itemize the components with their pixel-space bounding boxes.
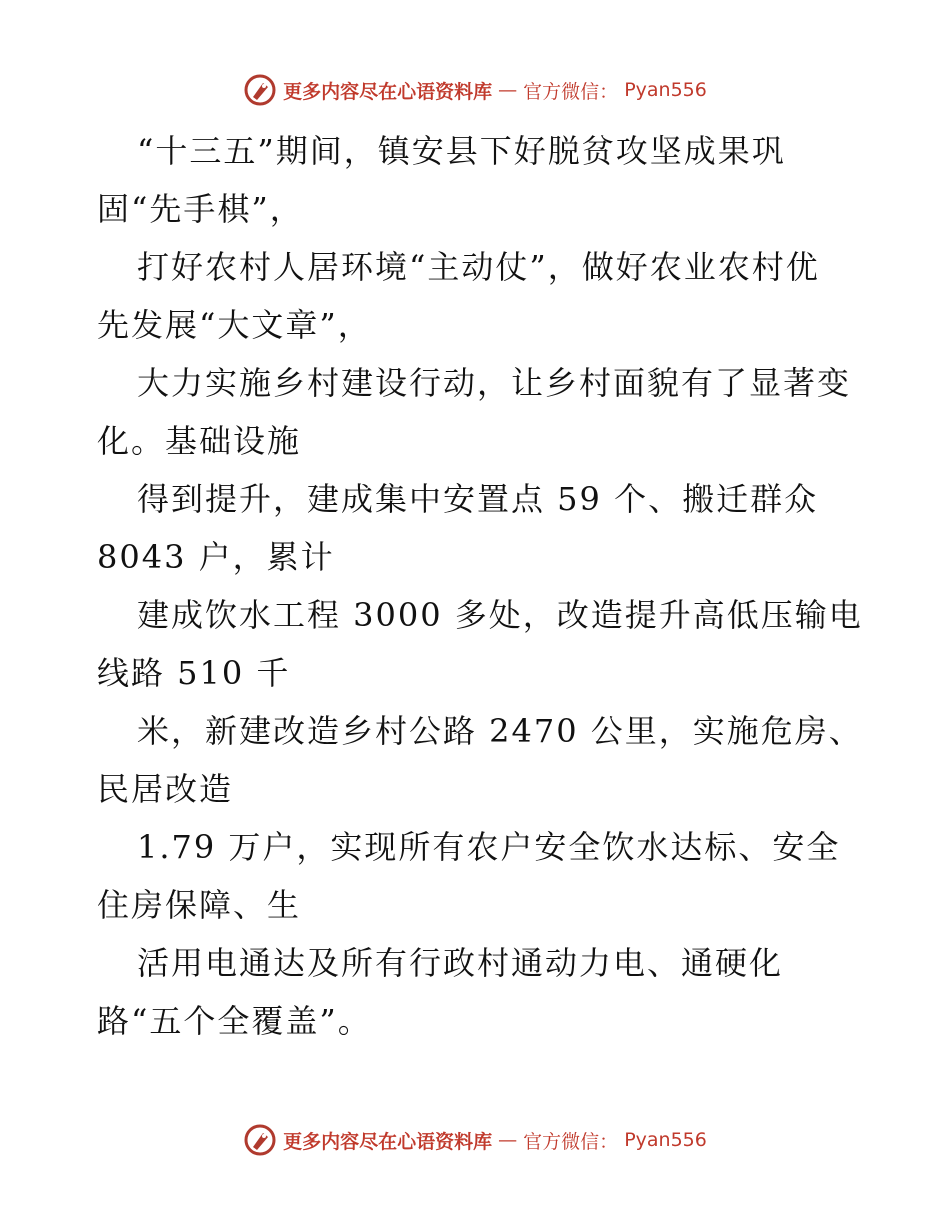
- body-line: 化。基础设施: [97, 422, 302, 460]
- body-line: 打好农村人居环境“主动仗”，做好农业农村优: [137, 248, 820, 286]
- body-line: 路“五个全覆盖”。: [97, 1002, 372, 1040]
- body-line: 线路 510 千: [97, 654, 291, 692]
- footer-title: 更多内容尽在心语资料库: [283, 1130, 493, 1153]
- body-line: “十三五”期间，镇安县下好脱贫攻坚成果巩: [137, 132, 786, 170]
- footer-wechat-label: 官方微信：: [523, 1130, 619, 1153]
- body-line: 建成饮水工程 3000 多处，改造提升高低压输电: [137, 596, 863, 634]
- body-line: 8043 户，累计: [97, 538, 335, 576]
- header-wechat-id: Pyan556: [624, 79, 707, 101]
- body-line: 米，新建改造乡村公路 2470 公里，实施危房、: [137, 712, 863, 750]
- pen-nib-logo-icon: [243, 1123, 277, 1157]
- pen-nib-logo-icon: [243, 73, 277, 107]
- body-line: 住房保障、生: [97, 886, 302, 924]
- footer-separator: —: [498, 1129, 518, 1151]
- footer-banner: [0, 1120, 950, 1160]
- body-line: 活用电通达及所有行政村通动力电、通硬化: [137, 944, 784, 982]
- document-body: [97, 122, 863, 1050]
- header-separator: —: [498, 79, 518, 101]
- body-line: 1.79 万户，实现所有农户安全饮水达标、安全: [137, 828, 841, 866]
- header-banner: [0, 70, 950, 110]
- body-line: 民居改造: [97, 770, 234, 808]
- header-title: 更多内容尽在心语资料库: [283, 80, 493, 103]
- header-wechat-label: 官方微信：: [523, 80, 619, 103]
- body-line: 先发展“大文章”，: [97, 306, 372, 344]
- footer-wechat-id: Pyan556: [624, 1129, 707, 1151]
- body-line: 固“先手棋”，: [97, 190, 304, 228]
- body-line: 得到提升，建成集中安置点 59 个、搬迁群众: [137, 480, 819, 518]
- body-line: 大力实施乡村建设行动，让乡村面貌有了显著变: [137, 364, 852, 402]
